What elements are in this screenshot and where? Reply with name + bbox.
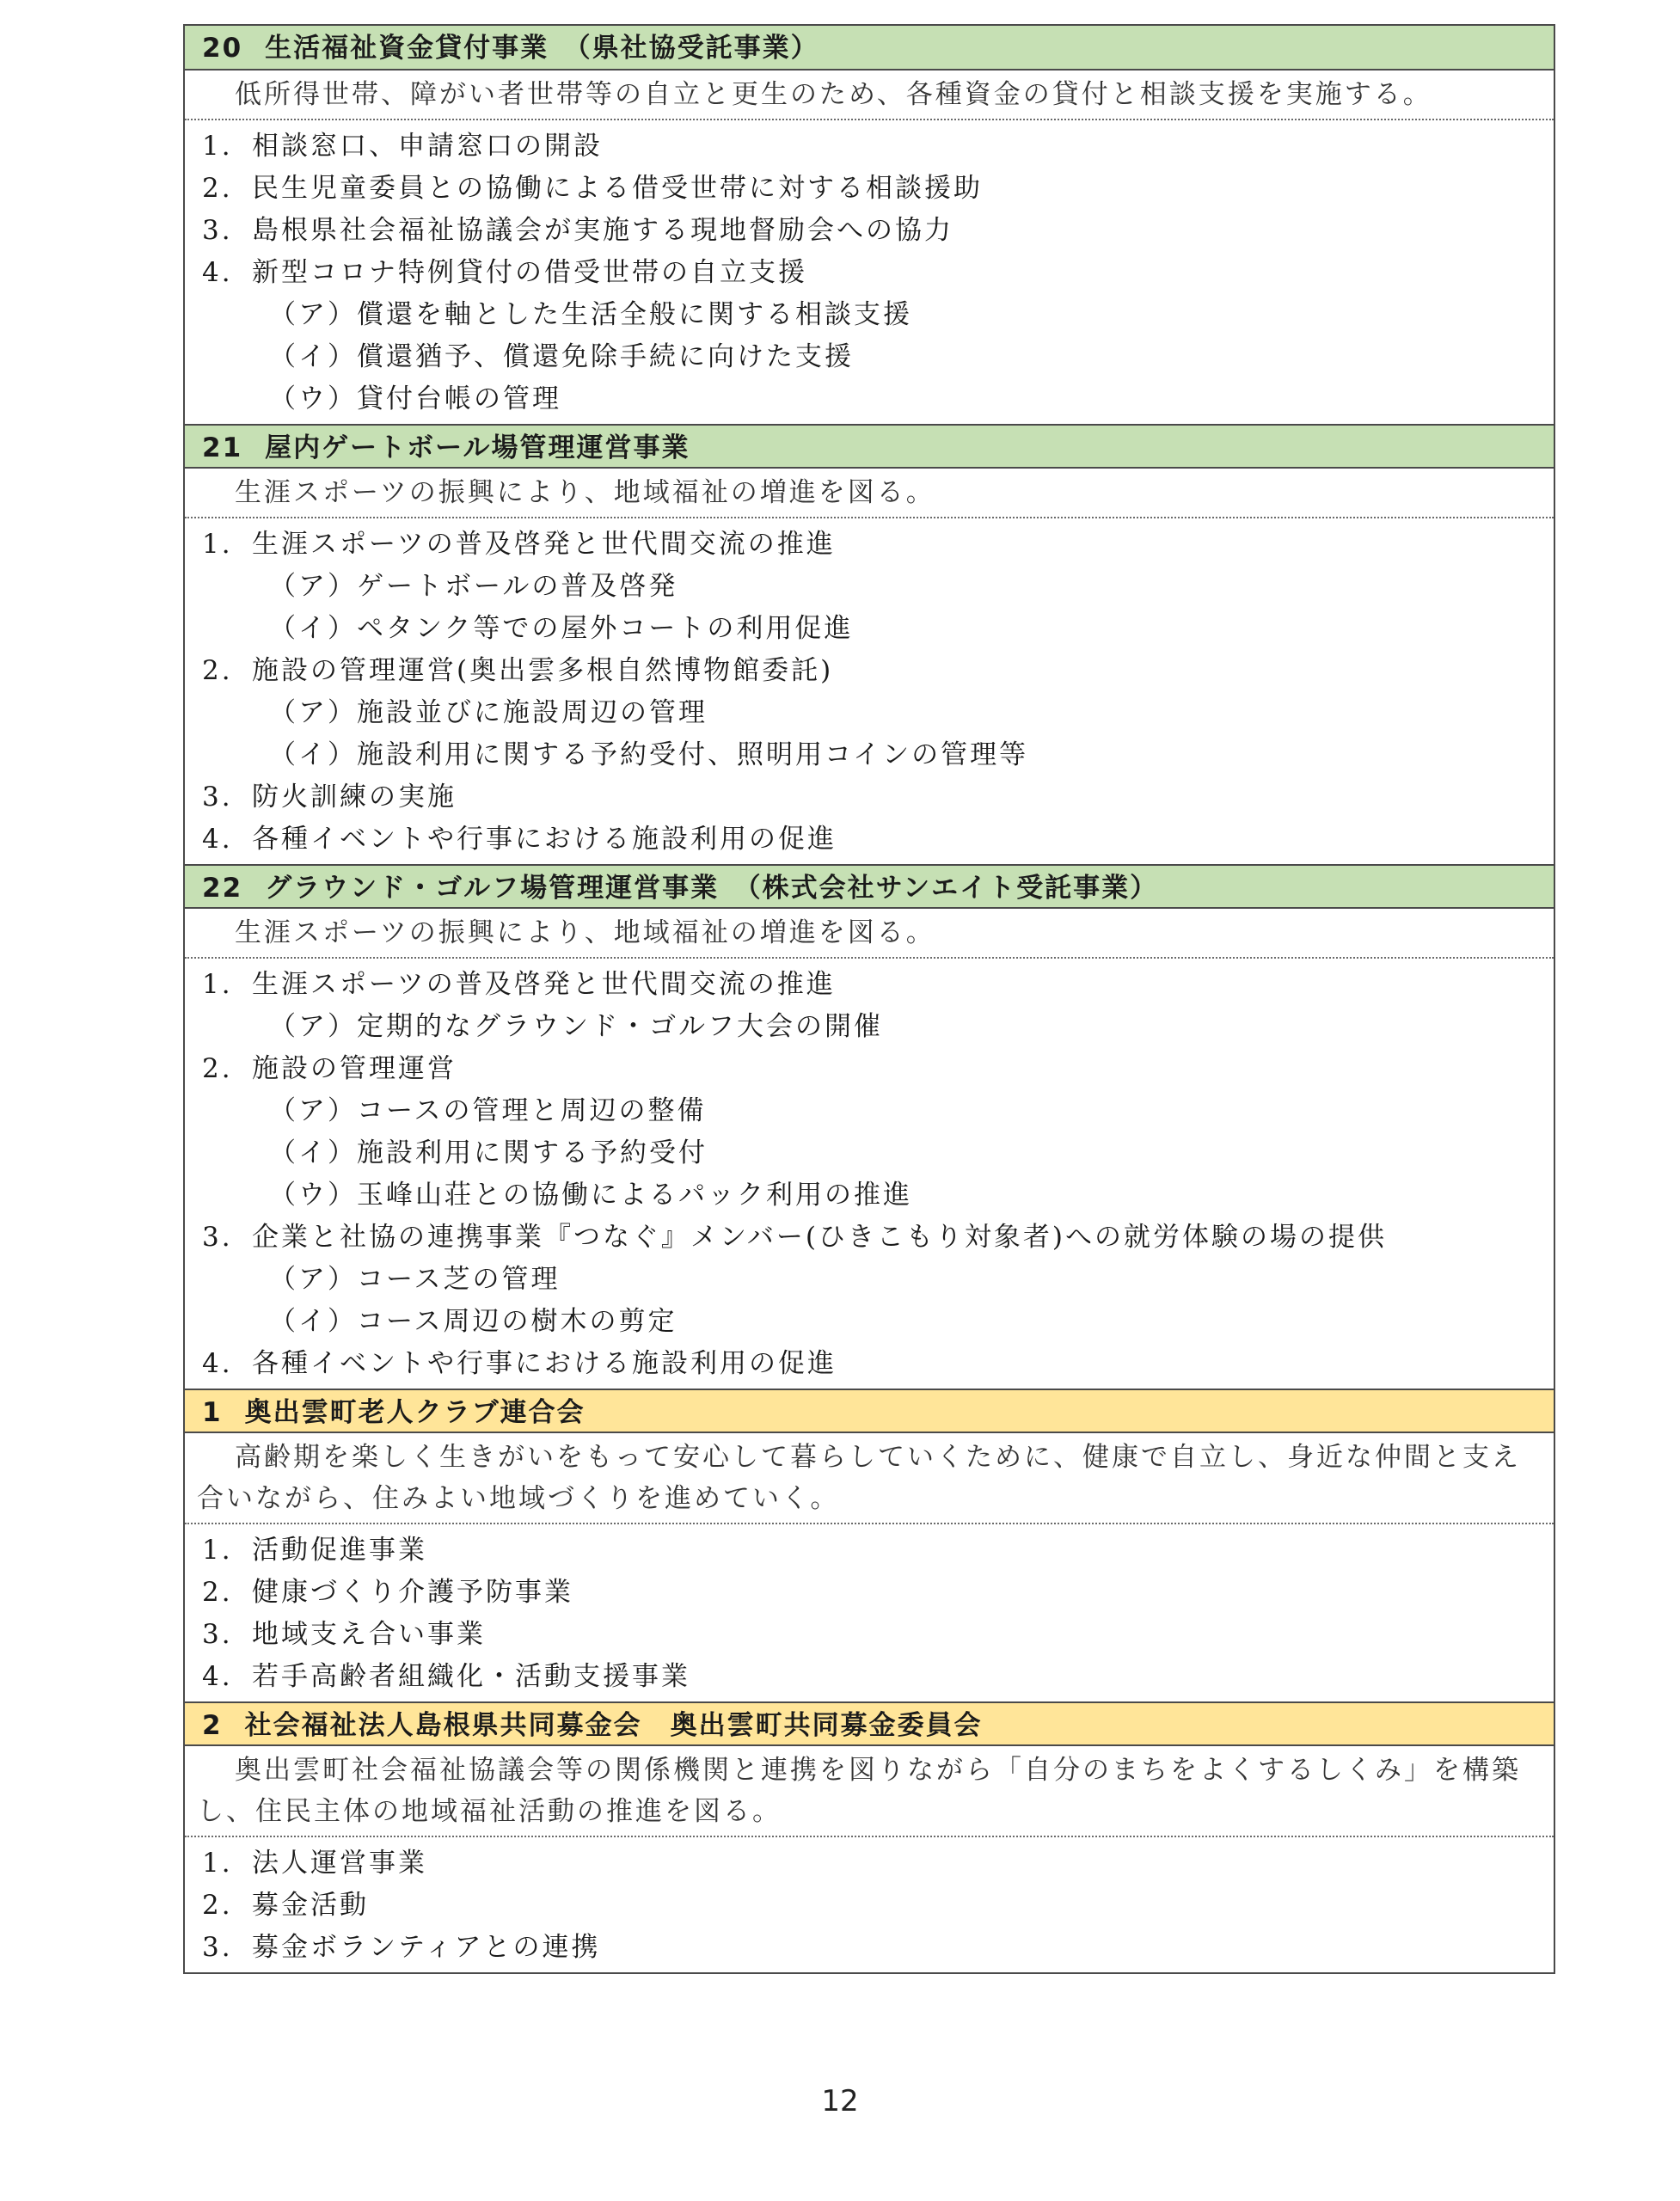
- item-text: 生涯スポーツの普及啓発と世代間交流の推進: [252, 969, 836, 1000]
- list-item: [185, 210, 1554, 252]
- item-text: 健康づくり介護予防事業: [252, 1577, 573, 1608]
- list-item: [185, 126, 1554, 168]
- item-number: 2.: [202, 173, 233, 204]
- item-number: 1.: [202, 529, 233, 560]
- item-text: 新型コロナ特例貸付の借受世帯の自立支援: [252, 257, 807, 288]
- item-number: 3.: [202, 1619, 233, 1650]
- item-text: （ウ）玉峰山荘との協働によるパック利用の推進: [269, 1180, 912, 1211]
- item-text: 施設の管理運営: [252, 1053, 457, 1084]
- item-text: （イ）施設利用に関する予約受付、照明用コインの管理等: [269, 739, 1029, 770]
- list-item: [185, 1343, 1554, 1385]
- section-header: [185, 424, 1554, 469]
- sub-item: [185, 566, 1554, 608]
- item-text: 募金活動: [252, 1890, 369, 1921]
- section: [185, 864, 1554, 1389]
- item-text: 若手高齢者組織化・活動支援事業: [252, 1661, 690, 1692]
- sub-item: [185, 1006, 1554, 1048]
- item-number: 1.: [202, 131, 233, 162]
- section-title: 生活福祉資金貸付事業 （県社協受託事業）: [265, 33, 819, 64]
- section-title: グラウンド・ゴルフ場管理運営事業 （株式会社サンエイト受託事業）: [265, 873, 1159, 904]
- list-item: [185, 1885, 1554, 1927]
- page-number: 12: [821, 2084, 859, 2118]
- section-description: 奥出雲町社会福祉協議会等の関係機関と連携を図りながら「自分のまちをよくするしくみ」を構築し、住民主体の地域福祉活動の推進を図る。: [185, 1746, 1554, 1837]
- item-text: 各種イベントや行事における施設利用の促進: [252, 824, 837, 855]
- sub-item: [185, 1301, 1554, 1343]
- item-number: 1.: [202, 1848, 233, 1879]
- item-text: 施設の管理運営(奥出雲多根自然博物館委託): [252, 655, 834, 686]
- item-text: 相談窓口、申請窓口の開設: [252, 131, 603, 162]
- sub-item: [185, 378, 1554, 420]
- section-description: 生涯スポーツの振興により、地域福祉の増進を図る。: [185, 469, 1554, 518]
- section: [185, 26, 1554, 424]
- sub-item: [185, 1174, 1554, 1217]
- section: [185, 1701, 1554, 1972]
- section-header: [185, 864, 1554, 909]
- section-number: 2: [202, 1710, 223, 1741]
- item-text: 島根県社会福祉協議会が実施する現地督励会への協力: [252, 215, 953, 246]
- item-text: 募金ボランティアとの連携: [252, 1932, 601, 1963]
- item-text: 防火訓練の実施: [252, 782, 457, 812]
- section-header: [185, 1701, 1554, 1746]
- section-number: 22: [202, 873, 243, 904]
- item-text: 各種イベントや行事における施設利用の促進: [252, 1348, 837, 1379]
- item-text: （ア）施設並びに施設周辺の管理: [269, 697, 708, 728]
- item-text: 企業と社協の連携事業『つなぐ』メンバー(ひきこもり対象者)への就労体験の場の提供: [252, 1222, 1388, 1253]
- section-description: 低所得世帯、障がい者世帯等の自立と更生のため、各種資金の貸付と相談支援を実施する。: [185, 71, 1554, 120]
- list-item: [185, 1530, 1554, 1572]
- section-title: 屋内ゲートボール場管理運営事業: [265, 432, 690, 463]
- sub-item: [185, 336, 1554, 378]
- list-item: [185, 650, 1554, 692]
- item-text: （イ）償還猶予、償還免除手続に向けた支援: [269, 341, 854, 372]
- section: [185, 424, 1554, 864]
- list-item: [185, 818, 1554, 861]
- item-number: 4.: [202, 257, 233, 288]
- item-text: （ア）償還を軸とした生活全般に関する相談支援: [269, 299, 912, 330]
- item-number: 2.: [202, 1890, 233, 1921]
- item-text: （イ）ペタンク等での屋外コートの利用促進: [269, 613, 854, 644]
- section-description: 高齢期を楽しく生きがいをもって安心して暮らしていくために、健康で自立し、身近な仲間と支え合いながら、住みよい地域づくりを進めていく。: [185, 1433, 1554, 1524]
- item-text: 活動促進事業: [252, 1535, 427, 1566]
- sub-item: [185, 608, 1554, 650]
- list-item: [185, 1048, 1554, 1090]
- item-list: [185, 1524, 1554, 1701]
- item-number: 3.: [202, 215, 233, 246]
- item-number: 3.: [202, 1932, 233, 1963]
- section-number: 1: [202, 1397, 223, 1428]
- list-item: [185, 524, 1554, 566]
- item-list: [185, 959, 1554, 1389]
- item-number: 3.: [202, 1222, 233, 1253]
- section-number: 21: [202, 432, 243, 463]
- item-number: 3.: [202, 782, 233, 812]
- list-item: [185, 1842, 1554, 1885]
- list-item: [185, 1614, 1554, 1656]
- item-number: 2.: [202, 1577, 233, 1608]
- section-header: [185, 1389, 1554, 1433]
- item-text: （イ）コース周辺の樹木の剪定: [269, 1306, 678, 1337]
- section-number: 20: [202, 33, 243, 64]
- list-item: [185, 1572, 1554, 1614]
- item-text: 民生児童委員との協働による借受世帯に対する相談援助: [252, 173, 983, 204]
- sub-item: [185, 1132, 1554, 1174]
- sub-item: [185, 692, 1554, 734]
- section-title: 奥出雲町老人クラブ連合会: [244, 1397, 586, 1428]
- sub-item: [185, 1090, 1554, 1132]
- item-number: 4.: [202, 1348, 233, 1379]
- list-item: [185, 252, 1554, 294]
- item-text: （ア）定期的なグラウンド・ゴルフ大会の開催: [269, 1011, 883, 1042]
- item-list: [185, 518, 1554, 864]
- section: [185, 1389, 1554, 1701]
- item-number: 4.: [202, 1661, 233, 1692]
- document-table: [183, 24, 1555, 1974]
- section-title: 社会福祉法人島根県共同募金会 奥出雲町共同募金委員会: [244, 1710, 983, 1741]
- item-text: 生涯スポーツの普及啓発と世代間交流の推進: [252, 529, 836, 560]
- list-item: [185, 1656, 1554, 1698]
- item-text: （ア）コースの管理と周辺の整備: [269, 1095, 707, 1126]
- list-item: [185, 168, 1554, 210]
- item-text: （ア）ゲートボールの普及啓発: [269, 571, 678, 602]
- item-number: 4.: [202, 824, 233, 855]
- item-text: （ア）コース芝の管理: [269, 1264, 561, 1295]
- item-text: （ウ）貸付台帳の管理: [269, 383, 561, 414]
- item-number: 2.: [202, 1053, 233, 1084]
- item-text: （イ）施設利用に関する予約受付: [269, 1137, 708, 1168]
- section-description: 生涯スポーツの振興により、地域福祉の増進を図る。: [185, 909, 1554, 959]
- item-number: 2.: [202, 655, 233, 686]
- item-text: 法人運営事業: [252, 1848, 427, 1879]
- sub-item: [185, 734, 1554, 776]
- sub-item: [185, 294, 1554, 336]
- item-number: 1.: [202, 1535, 233, 1566]
- list-item: [185, 776, 1554, 818]
- item-number: 1.: [202, 969, 233, 1000]
- item-list: [185, 120, 1554, 424]
- list-item: [185, 1927, 1554, 1969]
- list-item: [185, 1217, 1554, 1259]
- item-text: 地域支え合い事業: [252, 1619, 486, 1650]
- section-header: [185, 26, 1554, 71]
- item-list: [185, 1837, 1554, 1972]
- list-item: [185, 964, 1554, 1006]
- sub-item: [185, 1259, 1554, 1301]
